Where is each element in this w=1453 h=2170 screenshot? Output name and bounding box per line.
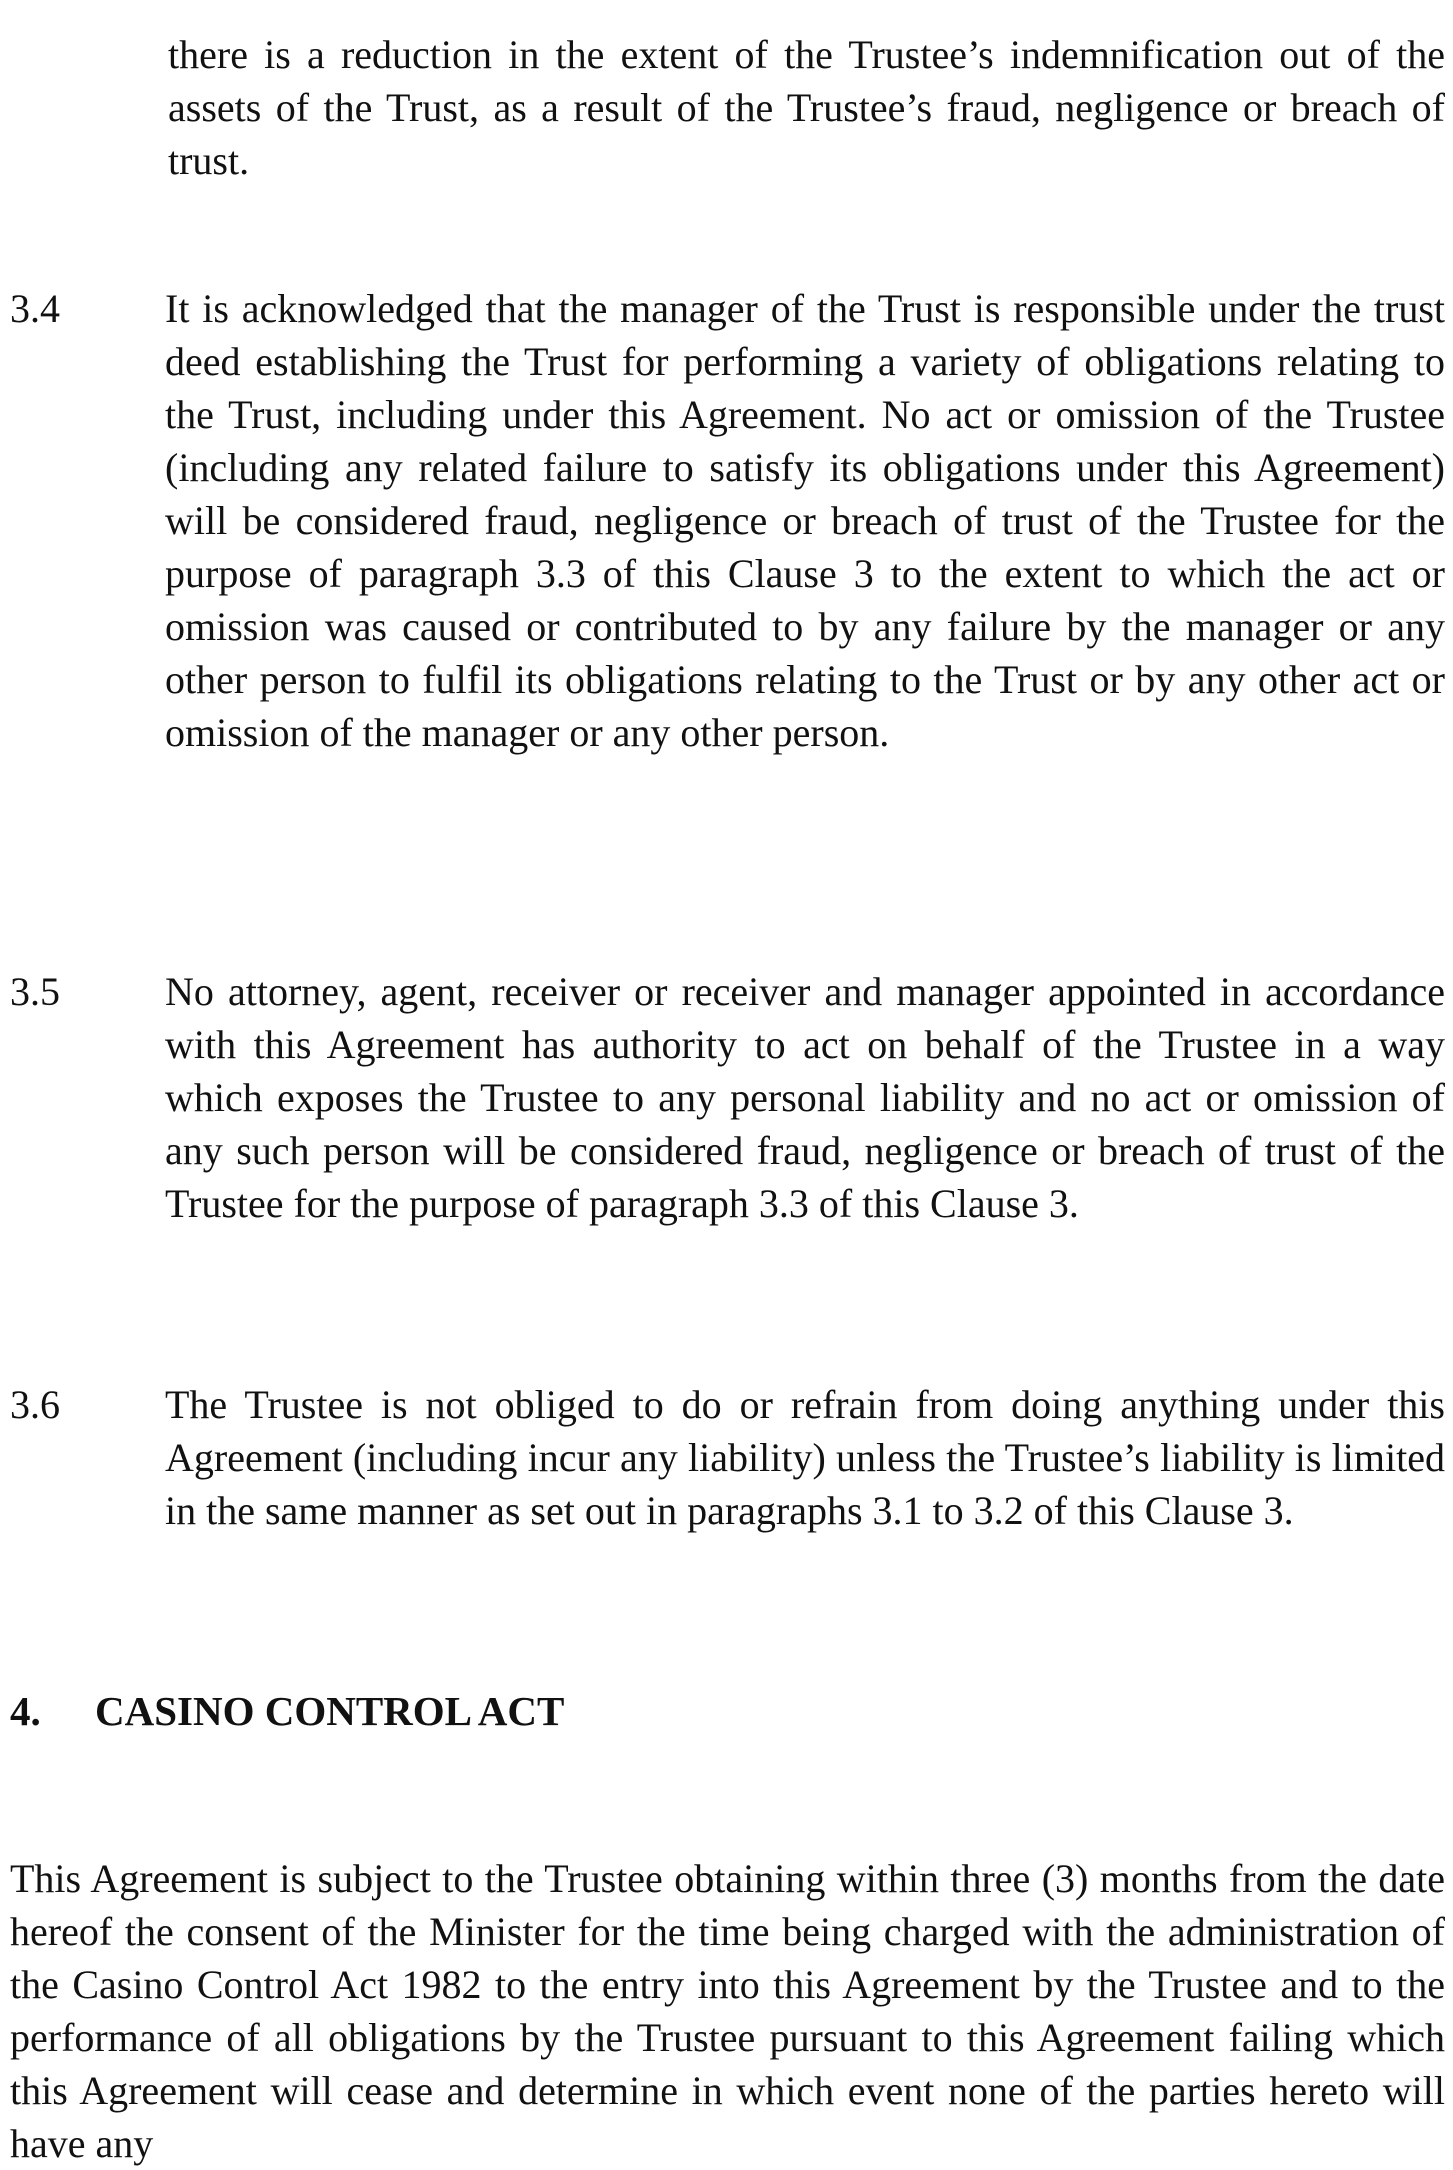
section-body-paragraph: This Agreement is subject to the Trustee obtaining within three (3) months from the date hereof the consent of the Minister for the time being charged with the administration of the Casino Control Act 1982 to the entry into this Agreement by the Trustee and to the performance of all obligations by the Trustee pursuant to this Agreement failing which this Agreement will cease and determine in which event none of the parties hereto will have any [10, 1856, 1445, 2166]
clause-number: 3.5 [10, 969, 60, 1014]
continuation-paragraph: there is a reduction in the extent of the Trustee’s indemnification out of the assets of the Trust, as a result of the Trustee’s fraud, negligence or breach of trust. [168, 32, 1445, 183]
section-number: 4. [10, 1688, 41, 1734]
section-heading [10, 1685, 564, 1738]
clause-text: The Trustee is not obliged to do or refrain from doing anything under this Agreement (including incur any liability) unless the Trustee’s liability is limited in the same manner as set out in paragraphs 3.1 to 3.2 of this Clause 3. [165, 1382, 1445, 1533]
clause-number: 3.4 [10, 286, 60, 331]
clause-text: No attorney, agent, receiver or receiver and manager appointed in accordance with this Agreement has authority to act on behalf of the Trustee in a way which exposes the Trustee to any personal liability and no act or omission of any such person will be considered fraud, negligence or breach of trust of the Trustee for the purpose of paragraph 3.3 of this Clause 3. [165, 969, 1445, 1226]
section-title: CASINO CONTROL ACT [95, 1688, 565, 1734]
clause-number: 3.6 [10, 1382, 60, 1427]
clause-text: It is acknowledged that the manager of the Trust is responsible under the trust deed establishing the Trust for performing a variety of obligations relating to the Trust, including under this Agreement. No act or omission of the Trustee (including any related failure to satisfy its obligations under this Agreement) will be considered fraud, negligence or breach of trust of the Trustee for the purpose of paragraph 3.3 of this Clause 3 to the extent to which the act or omission was caused or contributed to by any failure by the manager or any other person to fulfil its obligations relating to the Trust or by any other act or omission of the manager or any other person. [165, 286, 1445, 755]
